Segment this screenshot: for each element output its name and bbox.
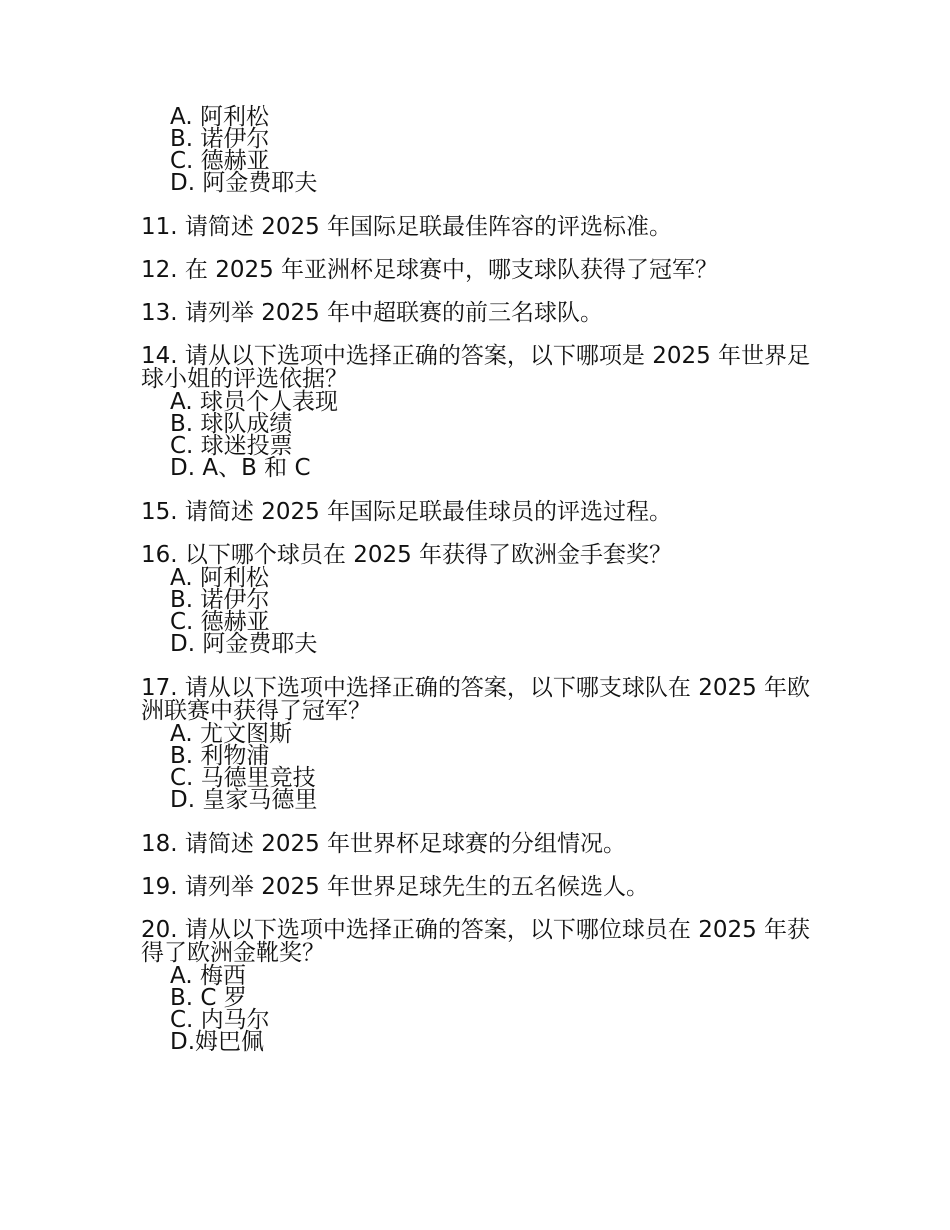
- option-a: A. 梅西: [170, 963, 246, 989]
- option-a: A. 阿利松: [170, 565, 269, 591]
- question-10-options-block: [141, 106, 811, 194]
- option-c: C. 马德里竞技: [170, 765, 316, 791]
- question-19: 19. 请列举 2025 年世界足球先生的五名候选人。: [141, 874, 650, 900]
- option-a: A. 球员个人表现: [170, 389, 338, 415]
- option-d: D.姆巴佩: [170, 1029, 265, 1055]
- question-20-options: [141, 965, 811, 1053]
- option-b: B. 球队成绩: [170, 411, 293, 437]
- question-10-options: [141, 106, 811, 194]
- question-17-block: [141, 677, 811, 811]
- question-13: 13. 请列举 2025 年中超联赛的前三名球队。: [141, 300, 604, 326]
- option-d: D. A、B 和 C: [170, 455, 311, 481]
- question-12: 12. 在 2025 年亚洲杯足球赛中，哪支球队获得了冠军？: [141, 257, 719, 283]
- option-b: B. C 罗: [170, 985, 247, 1011]
- option-b: B. 诺伊尔: [170, 126, 270, 152]
- question-16-options: [141, 567, 811, 655]
- question-11: 11. 请简述 2025 年国际足联最佳阵容的评选标准。: [141, 214, 673, 240]
- option-d: D. 阿金费耶夫: [170, 631, 318, 657]
- option-b: B. 利物浦: [170, 743, 270, 769]
- question-17: 17. 请从以下选项中选择正确的答案，以下哪支球队在 2025 年欧洲联赛中获得了冠军？: [141, 675, 811, 724]
- question-18: 18. 请简述 2025 年世界杯足球赛的分组情况。: [141, 831, 627, 857]
- question-list: [141, 106, 811, 1053]
- option-c: C. 内马尔: [170, 1007, 270, 1033]
- question-14: 14. 请从以下选项中选择正确的答案，以下哪项是 2025 年世界足球小姐的评选依据？: [141, 343, 811, 392]
- option-b: B. 诺伊尔: [170, 587, 270, 613]
- question-14-options: [141, 391, 811, 479]
- option-a: A. 尤文图斯: [170, 721, 292, 747]
- option-a: A. 阿利松: [170, 104, 269, 130]
- question-17-options: [141, 723, 811, 811]
- option-c: C. 球迷投票: [170, 433, 293, 459]
- question-16: 16. 以下哪个球员在 2025 年获得了欧洲金手套奖？: [141, 542, 673, 568]
- option-c: C. 德赫亚: [170, 609, 270, 635]
- question-15: 15. 请简述 2025 年国际足联最佳球员的评选过程。: [141, 499, 673, 525]
- option-d: D. 皇家马德里: [170, 787, 318, 813]
- question-20: 20. 请从以下选项中选择正确的答案，以下哪位球员在 2025 年获得了欧洲金靴奖？: [141, 917, 811, 966]
- question-16-block: [141, 544, 811, 655]
- option-c: C. 德赫亚: [170, 148, 270, 174]
- question-14-block: [141, 345, 811, 479]
- option-d: D. 阿金费耶夫: [170, 170, 318, 196]
- question-20-block: [141, 919, 811, 1053]
